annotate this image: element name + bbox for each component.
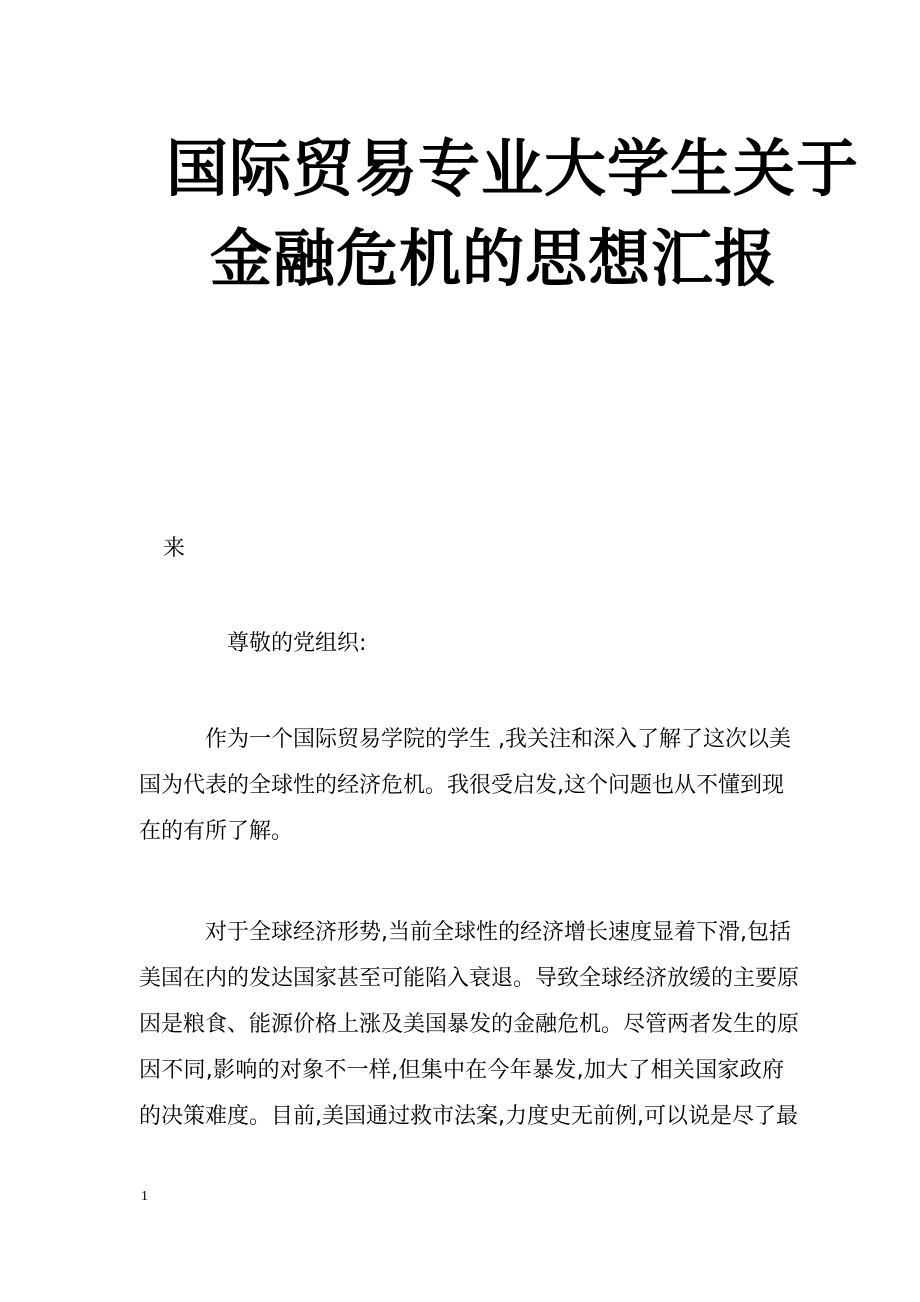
- page-number: 1: [141, 1189, 148, 1204]
- source-char: 来: [163, 536, 186, 561]
- paragraph-2-line-5: 的决策难度。目前,美国通过救市法案,力度史无前例,可以说是尽了最: [139, 1104, 798, 1129]
- document-title-line-1: 国际贸易专业大学生关于: [166, 132, 860, 205]
- document-title-line-2: 金融危机的思想汇报: [210, 222, 778, 295]
- paragraph-2-line-2: 美国在内的发达国家甚至可能陷入衰退。导致全球经济放缓的主要原: [139, 966, 800, 991]
- paragraph-2-line-3: 因是粮食、能源价格上涨及美国暴发的金融危机。尽管两者发生的原: [139, 1012, 800, 1037]
- paragraph-1-line-1: 作为一个国际贸易学院的学生 ,我关注和深入了解了这次以美: [205, 727, 791, 752]
- paragraph-1-line-3: 在的有所了解。: [139, 819, 294, 844]
- paragraph-1-line-2: 国为代表的全球性的经济危机。我很受启发,这个问题也从不懂到现: [139, 773, 784, 798]
- paragraph-2-line-4: 因不同,影响的对象不一样,但集中在今年暴发,加大了相关国家政府: [139, 1058, 784, 1083]
- paragraph-2-line-1: 对于全球经济形势,当前全球性的经济增长速度显着下滑,包括: [205, 920, 791, 945]
- greeting: 尊敬的党组织:: [227, 631, 367, 656]
